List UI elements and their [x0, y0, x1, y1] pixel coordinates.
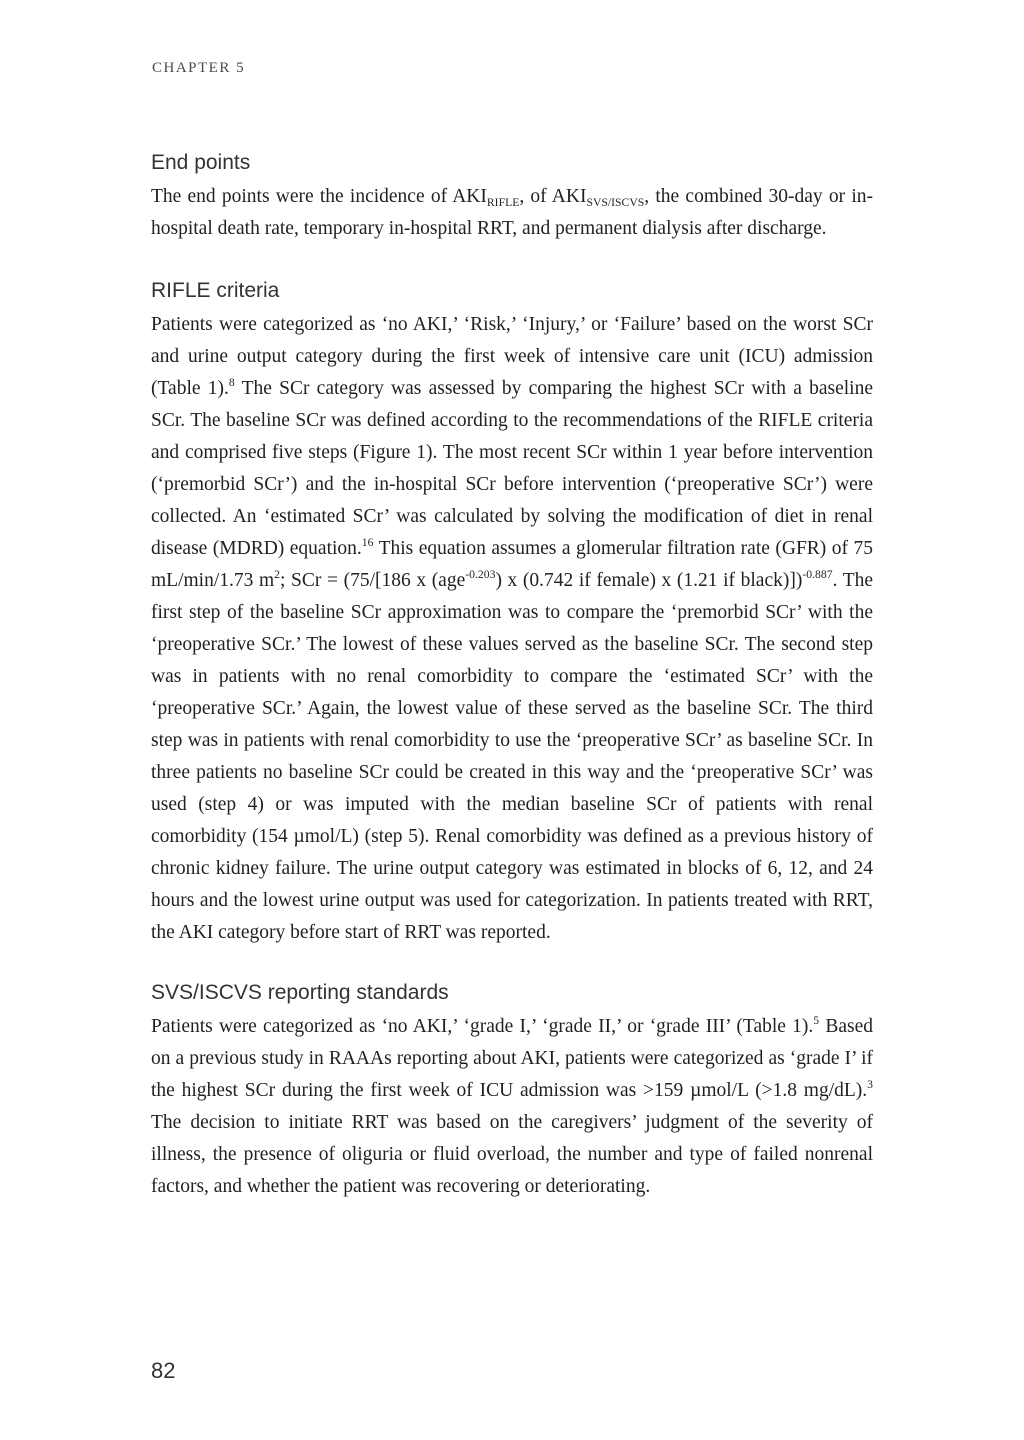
subscript: RIFLE [486, 196, 520, 209]
citation-ref: 3 [867, 1078, 873, 1091]
running-head: CHAPTER 5 [152, 60, 246, 76]
citation-ref: 8 [228, 376, 235, 389]
text-run: ; SCr = (75/[186 x (age [280, 570, 466, 591]
rifle-heading: RIFLE criteria [151, 279, 280, 302]
text-run: The SCr category was assessed by comparing the highest SCr with a baseline SCr. The baseline SCr was defined according to the recommendations of the RIFLE criteria and comprised five steps (Figure 1). The most recent SCr within 1 year before intervention (‘premorbid SCr’) and the in-hospital SCr before intervention (‘preoperative SCr’) were collected. An ‘estimated SCr’ was calculated by solving the modification of diet in renal disease (MDRD) equation. [151, 378, 874, 559]
superscript: -0.203 [465, 568, 496, 581]
text-run: The end points were the incidence of AKI [151, 186, 487, 207]
text-run: Patients were categorized as ‘no AKI,’ ‘Risk,’ ‘Injury,’ or ‘Failure’ based on the worst SCr and urine output category during the first week of intensive care unit (ICU) admission (Table 1). [151, 314, 873, 399]
subscript: SVS/ISCVS [586, 196, 645, 209]
text-run: , of AKI [519, 186, 587, 207]
text-run: The decision to initiate RRT was based on the caregivers’ judgment of the severity of illness, the presence of oliguria or fluid overload, the number and type of failed nonrenal factors, and whether the patient was recovering or deteriorating. [151, 1112, 873, 1197]
text-run: . The first step of the baseline SCr approximation was to compare the ‘premorbid SCr’ with the ‘preoperative SCr.’ The lowest of these values served as the baseline SCr. The second step was in patients with no renal comorbidity to compare the ‘estimated SCr’ with the ‘preoperative SCr.’ Again, the lowest value of these served as the baseline SCr. The third step was in patients with renal comorbidity to use the ‘preoperative SCr’ as baseline SCr. In three patients no baseline SCr could be created in this way and the ‘preoperative SCr’ was used (step 4) or was imputed with the median baseline SCr of patients with renal comorbidity (154 µmol/L) (step 5). Renal comorbidity was defined as a previous history of chronic kidney failure. The urine output category was estimated in blocks of 6, 12, and 24 hours and the lowest urine output was used for categorization. In patients treated with RRT, the AKI category before start of RRT was reported. [151, 570, 874, 943]
section-spacer [151, 245, 873, 273]
svs-paragraph [151, 1011, 873, 1203]
rifle-paragraph [151, 309, 873, 949]
citation-ref: 16 [361, 536, 374, 549]
text-run: , the combined 30-day or in-hospital death rate, temporary in-hospital RRT, and permanent dialysis after discharge. [151, 186, 873, 239]
section-spacer [151, 949, 873, 975]
citation-ref: 5 [813, 1014, 820, 1027]
page-body [151, 145, 873, 1203]
text-run: ) x (0.742 if female) x (1.21 if black)]) [495, 570, 803, 591]
svs-heading: SVS/ISCVS reporting standards [151, 981, 449, 1004]
text-run: This equation assumes a glomerular filtration rate (GFR) of 75 mL/min/1.73 m [151, 538, 873, 591]
page-number: 82 [151, 1358, 176, 1383]
endpoints-heading: End points [151, 151, 251, 174]
text-run: Patients were categorized as ‘no AKI,’ ‘grade I,’ ‘grade II,’ or ‘grade III’ (Table 1). [151, 1016, 814, 1037]
endpoints-paragraph [151, 181, 873, 245]
superscript: -0.887 [802, 568, 833, 581]
text-run: Based on a previous study in RAAAs reporting about AKI, patients were categorized as ‘grade I’ if the highest SCr during the first week of ICU admission was >159 µmol/L (>1.8 mg/dL). [151, 1016, 874, 1101]
superscript: 2 [274, 568, 280, 581]
